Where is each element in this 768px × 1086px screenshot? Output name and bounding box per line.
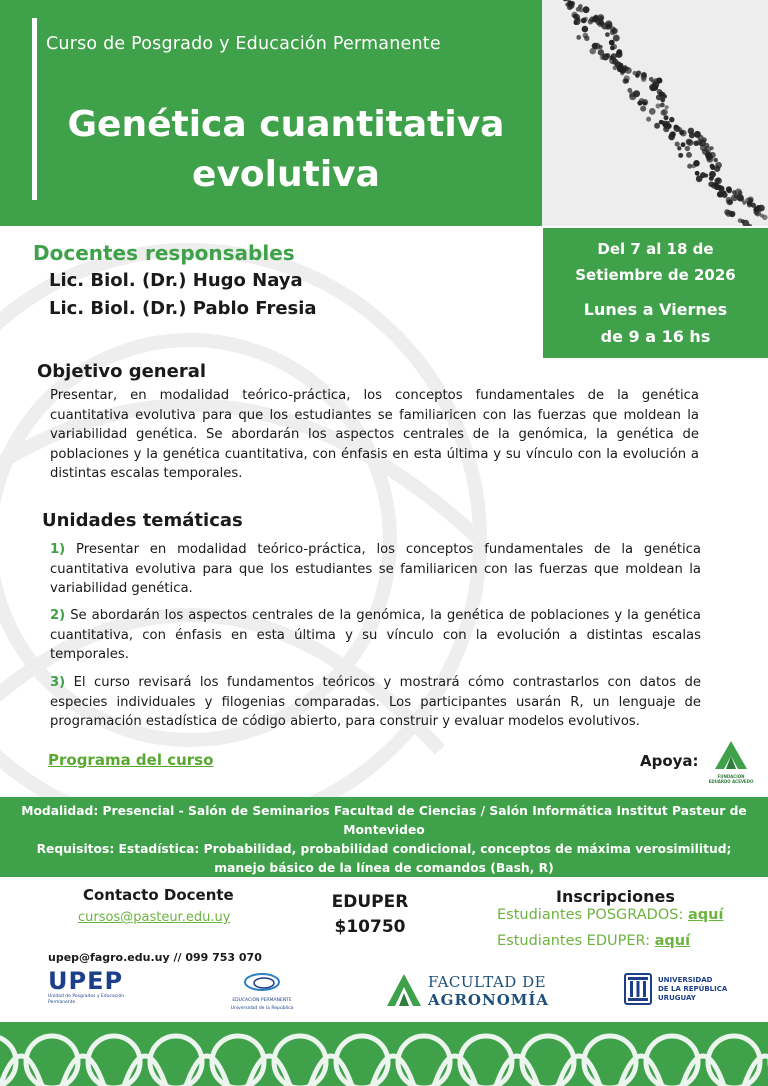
- dna-dot: [669, 117, 674, 122]
- upep-logo-wordmark: [48, 968, 148, 994]
- dates-line2: Setiembre de 2026: [575, 266, 736, 284]
- dna-dot: [656, 77, 662, 83]
- dna-dot: [613, 35, 620, 42]
- inscripcion-posgrados: [497, 907, 723, 923]
- dna-dot: [574, 18, 581, 25]
- inscripcion-posgrados-link[interactable]: aquí: [687, 907, 724, 923]
- dna-dot: [675, 141, 680, 146]
- unidad-number: 1): [50, 542, 66, 557]
- dna-dot: [617, 66, 623, 72]
- dna-dot: [583, 33, 589, 39]
- dna-dot: [686, 152, 692, 158]
- header-subtitle: Curso de Posgrado y Educación Permanente: [46, 34, 441, 54]
- unidad-number: 3): [50, 675, 66, 690]
- dna-dot: [704, 143, 709, 148]
- dna-dot: [704, 173, 708, 177]
- schedule-days: Lunes a Viernes: [583, 300, 728, 319]
- eduper-label: EDUPER: [331, 892, 409, 912]
- dna-dot: [691, 164, 696, 169]
- course-title-line1: Genética cuantitativa: [67, 104, 505, 145]
- dna-dot: [726, 188, 732, 194]
- dna-dot: [667, 124, 671, 128]
- dna-dot: [709, 171, 716, 178]
- docentes-heading: Docentes responsables: [33, 241, 295, 265]
- dna-dot: [681, 142, 686, 147]
- dna-dot: [611, 53, 617, 59]
- dna-dot: [660, 103, 665, 108]
- dna-dot: [663, 115, 668, 120]
- upep-logo-subtitle: Unidad de Posgrados y Educación Permanente: [48, 994, 125, 1005]
- unidad-item: [50, 673, 701, 732]
- unidad-number: 2): [50, 608, 66, 623]
- agronomia-emblem-icon: [386, 973, 422, 1007]
- dates-line1: Del 7 al 18 de: [597, 240, 714, 258]
- dna-dot: [646, 117, 651, 122]
- udelar-emblem-icon: [624, 973, 652, 1005]
- dna-dot: [714, 158, 718, 162]
- dna-dot: [714, 166, 720, 172]
- unidad-item: [50, 540, 701, 599]
- udelar-line2: DE LA REPÚBLICA: [658, 985, 728, 993]
- dna-dot: [654, 123, 660, 129]
- dna-dot: [568, 3, 574, 9]
- dna-dot: [706, 153, 713, 160]
- requisitos-text: Requisitos: Estadística: Probabilidad, probabilidad condicional, conceptos de máxima verosimilitud; manejo básico de la línea de comandos (Bash, R): [36, 842, 732, 875]
- agronomia-text: [428, 973, 549, 1009]
- contacto-heading: Contacto Docente: [83, 886, 234, 904]
- contacto-email-link[interactable]: cursos@pasteur.edu.uy: [78, 910, 231, 925]
- fea-logo-text: EDUARDO ACEVEDO: [708, 779, 754, 784]
- educacion-permanente-logo: [222, 972, 302, 1011]
- modalidad-text: Modalidad: Presencial - Salón de Seminarios Facultad de Ciencias / Salón Informática Institut Pasteur de Montevideo: [21, 804, 747, 837]
- udelar-line3: URUGUAY: [658, 994, 696, 1002]
- dna-dot: [660, 98, 665, 103]
- eduper-amount: $10750: [334, 917, 406, 937]
- educacion-permanente-icon: [242, 972, 282, 992]
- unidad-text: El curso revisará los fundamentos teóricos y mostrará cómo contrastarlos con datos de especies individuales y filogenias comparadas. Los participantes usarán R, un lenguaje de programación estadística de código abierto, para construir y evaluar modelos evolutivos.: [50, 675, 701, 729]
- facultad-agronomia-logo: [386, 971, 550, 1011]
- dna-dot: [728, 200, 733, 205]
- fea-logo-icon: [714, 740, 748, 770]
- dates-box: [543, 228, 768, 358]
- educacion-permanente-sub: Universidad de la República: [230, 1006, 294, 1011]
- dna-dot: [641, 72, 647, 78]
- agronomia-line1: FACULTAD DE: [428, 973, 547, 991]
- course-title: [46, 100, 526, 200]
- footer-pattern: [0, 1022, 768, 1086]
- objetivo-text: Presentar, en modalidad teórico-práctica, los conceptos fundamentales de la genética cuantitativa evolutiva para que los estudiantes se familiaricen con las fuerzas que moldean la variabilidad genética. Se abordarán los aspectos centrales de la genómica, la genética de poblaciones y la genética cuantitativa, con énfasis en esta última y su vínculo con la evolución a distintas escalas temporales.: [50, 388, 699, 481]
- fundacion-eduardo-acevedo-logo: [705, 740, 757, 788]
- dna-dot: [629, 93, 636, 100]
- inscripciones-heading: Inscripciones: [556, 887, 675, 906]
- dna-dot: [668, 134, 675, 141]
- header-accent-bar: [32, 18, 37, 200]
- dna-dot: [576, 35, 581, 40]
- fea-logo-text: FUNDACIÓN: [717, 774, 745, 779]
- dna-dot: [755, 210, 761, 216]
- unidad-item: [50, 606, 701, 665]
- dna-dot: [729, 211, 735, 217]
- dna-dot: [616, 49, 622, 55]
- unidad-text: Se abordarán los aspectos centrales de la genómica, la genética de poblaciones y la genética cuantitativa, con énfasis en esta última y su vínculo con la evolución a distintas escalas temporales.: [50, 608, 701, 662]
- objetivo-heading: Objetivo general: [37, 361, 207, 382]
- dna-dot: [661, 109, 667, 115]
- schedule-hours: de 9 a 16 hs: [600, 327, 711, 346]
- dna-dot: [599, 45, 603, 49]
- upep-contact: upep@fagro.edu.uy // 099 753 070: [48, 951, 262, 964]
- dna-dot: [689, 132, 695, 138]
- course-title-line2: evolutiva: [192, 154, 380, 195]
- dna-dot: [717, 191, 723, 197]
- unidad-text: Presentar en modalidad teórico-práctica, los conceptos fundamentales de la genética cuantitativa evolutiva para que los estudiantes se familiaricen con las fuerzas que moldean la variabilidad genética.: [50, 542, 701, 596]
- dna-dot: [718, 186, 724, 192]
- dna-dot: [680, 130, 687, 137]
- dna-dot: [640, 106, 646, 112]
- dna-dot: [687, 139, 694, 146]
- dna-dot: [685, 146, 691, 152]
- dna-dot: [643, 101, 647, 105]
- dna-dot: [612, 44, 617, 49]
- dna-dot: [696, 175, 703, 182]
- dna-dot: [605, 53, 610, 58]
- dna-dot: [613, 65, 618, 70]
- dna-dot: [590, 48, 596, 54]
- header-banner: [0, 0, 542, 226]
- unidades-heading: Unidades temáticas: [42, 510, 243, 531]
- dna-dot: [624, 75, 630, 81]
- inscripcion-eduper-link[interactable]: aquí: [654, 933, 691, 949]
- dna-helix-image: [542, 0, 768, 226]
- schedule: [543, 296, 768, 350]
- apoya-label: Apoya:: [640, 752, 699, 770]
- dna-dot: [656, 103, 661, 108]
- dna-dot: [623, 65, 627, 69]
- dna-dot: [738, 218, 743, 223]
- dna-dot: [665, 105, 669, 109]
- dna-dot: [678, 153, 683, 158]
- dna-dot: [695, 171, 700, 176]
- dna-dot: [571, 12, 577, 18]
- inscripcion-eduper-label: Estudiantes EDUPER:: [497, 933, 651, 949]
- inscripcion-eduper: [497, 933, 690, 949]
- dna-dot: [635, 73, 639, 77]
- udelar-logo: [624, 973, 734, 1009]
- docente-name: Lic. Biol. (Dr.) Pablo Fresia: [49, 298, 317, 319]
- dna-dot: [584, 17, 588, 21]
- udelar-text: [658, 976, 727, 1003]
- info-band: [0, 797, 768, 877]
- dna-dot: [612, 28, 618, 34]
- dates-range: [543, 236, 768, 288]
- dna-dot: [579, 8, 583, 12]
- udelar-line1: UNIVERSIDAD: [658, 976, 713, 984]
- dna-dot: [702, 137, 707, 142]
- dna-dot: [738, 191, 743, 196]
- programa-link[interactable]: Programa del curso: [48, 751, 214, 769]
- dna-dot: [649, 108, 656, 115]
- dna-dot: [605, 32, 610, 37]
- upep-logo-text: UPEP: [48, 967, 124, 995]
- educacion-permanente-text: EDUCACIÓN PERMANENTE: [232, 998, 292, 1003]
- agronomia-line2: AGRONOMÍA: [428, 991, 550, 1009]
- eduper-price: [320, 890, 420, 940]
- dna-dot: [677, 146, 681, 150]
- dna-dot: [697, 139, 703, 145]
- dna-dot: [710, 146, 714, 150]
- dna-dot: [748, 197, 754, 203]
- dna-dot: [582, 26, 589, 33]
- upep-logo: [48, 968, 148, 1012]
- dna-dot: [762, 215, 767, 220]
- dna-dot: [583, 6, 590, 13]
- docente-name: Lic. Biol. (Dr.) Hugo Naya: [49, 270, 303, 291]
- dna-dot: [651, 84, 658, 91]
- inscripcion-posgrados-label: Estudiantes POSGRADOS:: [497, 907, 684, 923]
